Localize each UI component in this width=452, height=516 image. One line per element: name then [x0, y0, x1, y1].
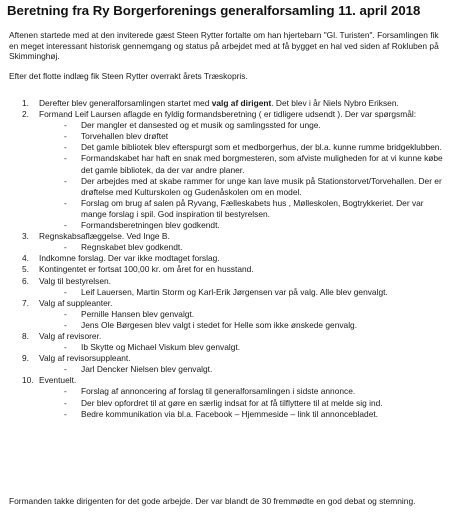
agenda-subitem [9, 386, 449, 397]
intro-section [9, 30, 449, 82]
agenda-item [9, 375, 449, 386]
agenda-item-number: 9. [22, 353, 29, 364]
agenda-subitem [9, 142, 449, 153]
agenda-subitem [9, 176, 449, 198]
agenda-item-text: Valg af revisorsuppleant. [39, 353, 131, 364]
agenda-item-text: Indkomne forslag. Der var ikke modtaget forslag. [39, 253, 220, 264]
dash-bullet: - [64, 142, 67, 153]
agenda-subitem [9, 120, 449, 131]
agenda-subitem [9, 364, 449, 375]
agenda-item-number: 8. [22, 330, 29, 341]
agenda-subitem-text: Jens Ole Børgesen blev valgt i stedet for Helle som ikke ønskede genvalg. [81, 319, 358, 330]
agenda-item-number: 2. [22, 109, 29, 120]
agenda-item-text: Derefter blev generalforsamlingen startet med [39, 98, 212, 108]
agenda-subitem-text: Forslag af annoncering af forslag til generalforsamlingen i sidste annonce. [81, 386, 356, 397]
agenda-subitem [9, 309, 449, 320]
agenda-subitem-text: Der mangler et dansested og et musik og samlingssted for unge. [81, 120, 321, 131]
agenda-item [9, 276, 449, 287]
dash-bullet: - [64, 319, 67, 330]
agenda-item-number: 7. [22, 297, 29, 308]
dash-bullet: - [64, 342, 67, 353]
agenda-item [9, 253, 449, 264]
dash-bullet: - [64, 220, 67, 231]
agenda-item-text: Kontingentet er fortsat 100,00 kr. om året for en husstand. [39, 264, 254, 275]
dash-bullet: - [64, 131, 67, 142]
agenda-subitem [9, 287, 449, 298]
agenda-item-text: Valg til bestyrelsen. [39, 275, 111, 286]
agenda-subitem-text: Pernille Hansen blev genvalgt. [81, 308, 195, 319]
agenda-subitem-text: Bedre kommunikation via bl.a. Facebook – Hjemmeside – link til annoncebladet. [81, 408, 379, 419]
agenda-subitem [9, 198, 449, 220]
agenda-item-number: 10. [22, 375, 34, 386]
dash-bullet: - [64, 308, 67, 319]
closing-paragraph: Formanden takke dirigenten for det gode arbejde. Der var blandt de 30 fremmødte en god debat og stemning. [9, 496, 416, 506]
agenda-item [9, 98, 449, 109]
agenda-item [9, 298, 449, 309]
agenda-subitem-text: Torvehallen blev drøftet [81, 131, 169, 142]
agenda-item-bold-text: valg af dirigent [211, 98, 272, 108]
agenda-item-number: 6. [22, 275, 29, 286]
dash-bullet: - [64, 397, 67, 408]
agenda-item-text: Valg af suppleanter. [39, 297, 113, 308]
dash-bullet: - [64, 408, 67, 419]
agenda-item [9, 353, 449, 364]
dash-bullet: - [64, 175, 67, 186]
agenda-subitem-text: Der arbejdes med at skabe rammer for unge kan lave musik på Stationstorvet/Torvehallen. Der er drøftelse med Kulturskolen og Gudenåskolen om en model. [81, 175, 442, 197]
agenda-item [9, 264, 449, 275]
agenda-subitem [9, 242, 449, 253]
agenda-subitem-text: Jarl Dencker Nielsen blev genvalgt. [81, 364, 213, 375]
agenda-item-number: 5. [22, 264, 29, 275]
dash-bullet: - [64, 242, 67, 253]
dash-bullet: - [64, 197, 67, 208]
agenda-subitem [9, 398, 449, 409]
agenda-subitem [9, 342, 449, 353]
agenda-subitem-text: Ib Skytte og Michael Viskum blev genvalgt. [81, 342, 241, 353]
agenda-item-text-end: . Det blev i år Niels Nybro Eriksen. [271, 98, 399, 108]
agenda-item [9, 231, 449, 242]
agenda-subitem [9, 409, 449, 420]
agenda-list [9, 98, 449, 420]
agenda-item-text: Valg af revisorer. [39, 330, 102, 341]
dash-bullet: - [64, 386, 67, 397]
agenda-item-number: 1. [22, 98, 29, 108]
agenda-item-text: Eventuelt. [39, 375, 77, 386]
agenda-item [9, 331, 449, 342]
dash-bullet: - [64, 120, 67, 131]
intro-paragraph: Aftenen startede med at den inviterede gæst Steen Rytter fortalte om han hjertebarn "Gl. Turisten". Forsamlingen fik en meget interessant historisk gennemgang og status på arbejdet med at få bygget en hal ved siden af Rokluben på Skimminghøj. [9, 30, 439, 62]
agenda-subitem-text: Regnskabet blev godkendt. [81, 242, 183, 253]
agenda-subitem-text: Formandskabet har haft en snak med borgmesteren, som afviste muligheden for at vi kunne købe det gamle bibliotek, da der var andre planer. [81, 153, 443, 175]
agenda-subitem-text: Det gamle bibliotek blev efterspurgt som et medborgerhus, der bl.a. kunne rumme bridgeklubben. [81, 142, 442, 153]
dash-bullet: - [64, 286, 67, 297]
agenda-subitem [9, 220, 449, 231]
agenda-subitem-text: Forslag om brug af salen på Ryvang, Fælleskabets hus , Mølleskolen, Bogtrykkeriet. Der var mange forslag i spil. God inspiration til bestyrelsen. [81, 197, 424, 219]
agenda-subitem [9, 131, 449, 142]
agenda-subitem [9, 320, 449, 331]
agenda-item-number: 3. [22, 231, 29, 242]
intro-paragraph-award: Efter det flotte indlæg fik Steen Rytter overrakt årets Træskopris. [9, 71, 248, 82]
agenda-item-text: Formand Leif Laursen aflagde en fyldig formandsberetning ( er tidligere udsendt ). Der var spørgsmål: [39, 109, 417, 120]
agenda-item [9, 109, 449, 120]
agenda-subitem [9, 153, 449, 175]
page-title: Beretning fra Ry Borgerforenings generalforsamling 11. april 2018 [7, 3, 421, 18]
agenda-subitem-text: Der blev opfordret til at gøre en særlig indsat for at få tilflyttere til at melde sig ind. [81, 397, 383, 408]
dash-bullet: - [64, 153, 67, 164]
agenda-subitem-text: Formandsberetningen blev godkendt. [81, 220, 220, 231]
agenda-subitem-text: Leif Lauersen, Martin Storm og Karl-Erik Jørgensen var på valg. Alle blev genvalgt. [81, 286, 388, 297]
agenda-item-text: Regnskabsaflæggelse. Ved Inge B. [39, 231, 170, 242]
dash-bullet: - [64, 364, 67, 375]
agenda-item-number: 4. [22, 253, 29, 264]
